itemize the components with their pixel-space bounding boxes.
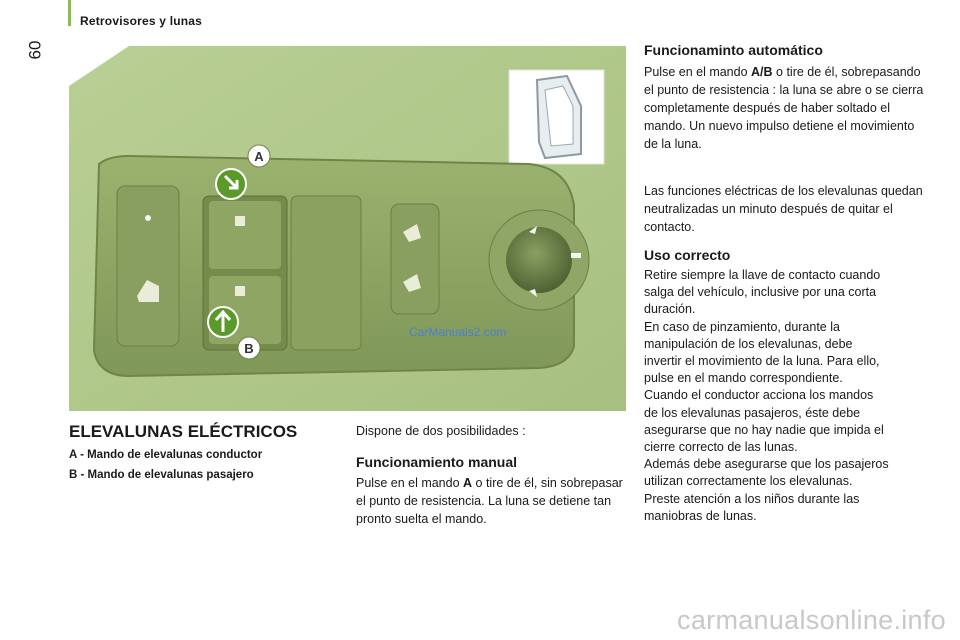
svg-text:B: B bbox=[244, 341, 254, 356]
correct-use-line: duración. bbox=[644, 302, 696, 317]
correct-use-line: maniobras de lunas. bbox=[644, 508, 757, 523]
correct-use-line: utilizan correctamente los elevalunas. bbox=[644, 474, 853, 489]
manual-paragraph: Pulse en el mando A o tire de él, sin sobrepasar el punto de resistencia. La luna se detiene tan pronto suelta el mando. bbox=[356, 476, 623, 526]
mirror-thumbnail bbox=[509, 70, 604, 164]
svg-text:A: A bbox=[254, 149, 264, 164]
page-number: 60 bbox=[25, 40, 45, 60]
manual-heading: Funcionamiento manual bbox=[356, 454, 518, 470]
callout-arrow-up bbox=[208, 307, 238, 337]
correct-use-line: cierre correcto de las lunas. bbox=[644, 440, 798, 455]
correct-use-paragraph bbox=[644, 267, 924, 525]
switch-panel bbox=[94, 156, 589, 376]
illustration-watermark: CarManuals2.com bbox=[409, 325, 507, 339]
correct-use-line: Retire siempre la llave de contacto cuando bbox=[644, 268, 881, 282]
window-switch-illustration bbox=[69, 46, 626, 411]
correct-use-heading: Uso correcto bbox=[644, 247, 731, 263]
correct-use-line: Además debe asegurarse que los pasajeros bbox=[644, 457, 889, 472]
correct-use-line: asegurarse que no hay nadie que impida el bbox=[644, 422, 884, 437]
automatic-heading: Funcionaminto automático bbox=[644, 42, 823, 58]
correct-use-line: invertir el movimiento de la luna. Para ello, bbox=[644, 354, 880, 369]
footer-watermark: carmanualsonline.info bbox=[677, 605, 946, 635]
correct-use-line: Cuando el conductor acciona los mandos bbox=[644, 388, 874, 403]
correct-use-line: de los elevalunas pasajeros, éste debe bbox=[644, 405, 861, 420]
legend-item-b: B - Mando de elevalunas pasajero bbox=[69, 469, 254, 481]
correct-use-line: pulse en el mando correspondiente. bbox=[644, 371, 843, 386]
neutralization-paragraph: Las funciones eléctricas de los elevalunas quedan neutralizadas un minuto después de quitar el contacto. bbox=[644, 184, 923, 234]
section-accent-bar bbox=[68, 0, 71, 26]
correct-use-line: manipulación de los elevalunas, debe bbox=[644, 336, 853, 351]
section-title: Retrovisores y lunas bbox=[80, 14, 203, 28]
section-heading: ELEVALUNAS ELÉCTRICOS bbox=[69, 422, 298, 441]
intro-text: Dispone de dos posibilidades : bbox=[356, 424, 526, 438]
correct-use-line: Preste atención a los niños durante las bbox=[644, 491, 860, 506]
correct-use-line: En caso de pinzamiento, durante la bbox=[644, 319, 840, 334]
correct-use-line: salga del vehículo, inclusive por una corta bbox=[644, 285, 877, 300]
callout-b bbox=[238, 337, 260, 359]
callout-arrow-down bbox=[216, 169, 246, 199]
automatic-paragraph: Pulse en el mando A/B o tire de él, sobrepasando el punto de resistencia : la luna se abre o se cierra completamente después de haber soltado el mando. Un nuevo impulso detiene el movimiento de la luna. bbox=[644, 65, 924, 151]
legend-item-a: A - Mando de elevalunas conductor bbox=[69, 449, 263, 461]
callout-a bbox=[248, 145, 270, 167]
